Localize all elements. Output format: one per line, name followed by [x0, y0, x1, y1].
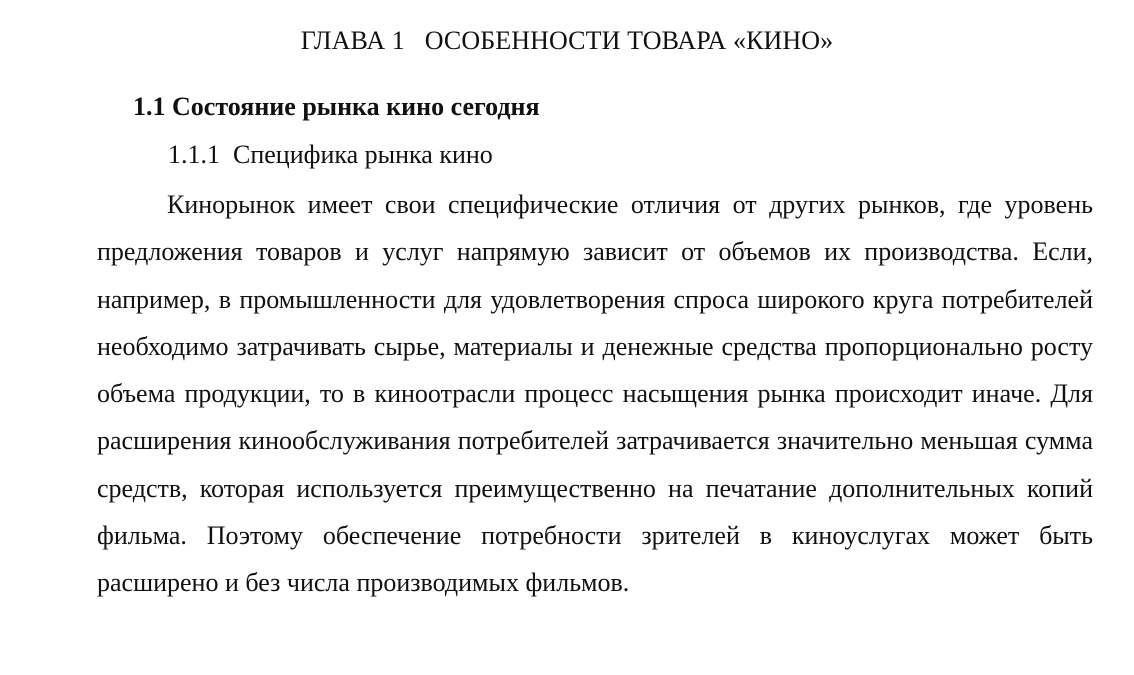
section-heading: 1.1 Состояние рынка кино сегодня	[133, 92, 540, 121]
body-paragraph: Кинорынок имеет свои специфические отличия от других рынков, где уровень предложения товаров и услуг напрямую зависит от объемов их производства. Если, например, в промышленности для удовлетворения спроса широкого круга потребителей необходимо затрачивать сырье, материалы и денежные средства пропорционально росту объема продукции, то в киноотрасли процесс насыщения рынка происходит иначе. Для расширения кинообслуживания потребителей затрачивается значительно меньшая сумма средств, которая используется преимущественно на печатание дополнительных копий фильма. Поэтому обеспечение потребности зрителей в киноуслугах может быть расширено и без числа производимых фильмов.	[97, 190, 1093, 598]
subsection-heading: 1.1.1 Специфика рынка кино	[168, 140, 493, 169]
chapter-title: ГЛАВА 1 ОСОБЕННОСТИ ТОВАРА «КИНО»	[300, 26, 834, 55]
